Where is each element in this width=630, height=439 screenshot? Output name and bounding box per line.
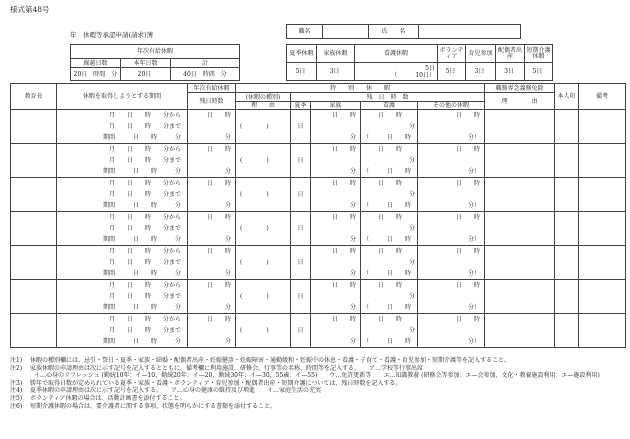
note-text: 短期介護休暇の場合は、要介護者に関する事項、状態を明らかにする書類を添付すること。 [30,402,277,410]
minute-text: 分 [349,236,356,243]
year-header: 本年日数 [121,59,171,68]
day-hour-text: 日 時 [455,316,480,323]
day-hour-text: 日 時 [455,282,480,289]
period-to: 月 日 時 分まで [108,293,181,300]
period-duration: 期間 日 時 分 [102,236,181,243]
kind-reason-cell[interactable] [236,246,291,280]
period-to: 月 日 時 分まで [108,259,181,266]
minute-text: 分 [408,259,415,266]
period-duration: 期間 日 時 分 [102,304,181,311]
period-duration: 期間 日 時 分 [102,270,181,277]
day-hour-text: 日 時 [377,112,402,119]
day-hour-text: 日 時 [206,248,231,255]
remaining-header: 残日時数 [188,93,236,110]
carry-header: 繰越日数 [71,59,121,68]
family-cell[interactable] [311,280,361,314]
remarks-header: 備考 [579,84,626,110]
summer-cell[interactable] [291,246,311,280]
nursing-cell[interactable] [361,212,418,246]
day-hour-text: 日 時 [455,248,480,255]
other-cell[interactable] [418,144,485,178]
note-label: 注1) [10,357,23,364]
period-from: 月 日 時 分から [108,248,181,255]
childcare-header: 育児参加 [466,45,496,63]
nursing-cell[interactable] [361,314,418,348]
nursing-cell[interactable] [361,144,418,178]
nursing-cell[interactable] [361,178,418,212]
family-cell[interactable] [311,144,361,178]
year-value[interactable]: 20日 [121,68,171,81]
minute-text: 分 [349,168,356,175]
minute-paren-text: 分） [467,236,480,243]
special-summary-table [286,44,553,81]
table-row [11,246,626,280]
duty-exempt-cell[interactable] [485,246,555,280]
day-hour-text: 日 時 [455,146,480,153]
seal-cell[interactable] [555,110,579,144]
day-text: 日 [297,157,304,164]
note-label: 注2) [10,364,23,372]
minute-paren-text: 分） [467,270,480,277]
kind-reason-cell[interactable] [236,212,291,246]
period-from: 月 日 時 分から [108,282,181,289]
childcare-value[interactable]: 3日 [466,63,496,81]
other-cell[interactable] [418,280,485,314]
period-from: 月 日 時 分から [108,214,181,221]
day-hour-text: 日 時 [331,316,356,323]
remarks-cell[interactable] [579,178,626,212]
principal-header: 教育長 [11,84,57,110]
minute-text: 分 [349,134,356,141]
duty-exempt-cell[interactable] [485,144,555,178]
family-cell[interactable] [311,212,361,246]
minute-text: 分 [408,123,415,130]
seal-cell[interactable] [555,246,579,280]
nenkyu-remaining-cell[interactable] [188,212,236,246]
nursing-value[interactable]: 5日 [425,64,435,72]
nursing-cell[interactable] [361,246,418,280]
period-cell[interactable] [57,212,188,246]
note-text: 休暇の種別欄には、忌引・祭日・夏季・家族・結婚・配偶者出産・妊娠健診・妊娠障害・通勤緩和・妊娠中の休息・看護・子育て・看護・育児参加・短期介護等を記入すること。 [30,357,511,364]
form-number: 様式第48号 [10,5,50,14]
period-cell[interactable] [57,246,188,280]
table-row [11,178,626,212]
day-hour-text: 日 時 [377,146,402,153]
day-hour-text: 日 時 [206,214,231,221]
duty-exempt-cell[interactable] [485,178,555,212]
kind-reason-cell[interactable] [236,314,291,348]
table-row [11,280,626,314]
table-row [11,212,626,246]
period-cell[interactable] [57,280,188,314]
note-item [10,372,625,380]
note-label: 注3) [10,379,23,387]
note-text: 勝年で取得日数が定められている夏季・家族・看護・ボランティア・育児参加・配偶者出産・短期介護については、残日時数を記入する。 [30,379,402,387]
minute-paren-text: 分） [467,304,480,311]
minute-text: 分 [224,168,231,175]
nursing-value-2[interactable]: （ 10日） [391,71,435,79]
family-cell[interactable] [311,246,361,280]
duty-exempt-header: 職務専念義務免除 [485,84,555,93]
period-duration: 期間 日 時 分 [102,168,181,175]
day-hour-text: 日 時 [455,180,480,187]
volunteer-header: ボランティア [438,45,466,63]
nenkyu-remaining-cell[interactable] [188,110,236,144]
minute-text: 分 [349,270,356,277]
nenkyu-summary-table [70,44,240,81]
remarks-cell[interactable] [579,246,626,280]
day-hour-text: 日 時 [455,112,480,119]
seal-cell[interactable] [555,212,579,246]
minute-paren-text: 分） [467,338,480,345]
other-cell[interactable] [418,314,485,348]
summer-col-header: 夏季 [291,102,311,110]
nenkyu-remaining-cell[interactable] [188,178,236,212]
spouse-birth-value[interactable]: 3日 [496,63,525,81]
duty-exempt-cell[interactable] [485,110,555,144]
day-hour-text: 日 時 [331,146,356,153]
note-item [10,403,625,411]
summer-cell[interactable] [291,314,311,348]
short-care-header: 短期介護休暇 [525,45,553,63]
nenkyu-remaining-cell[interactable] [188,314,236,348]
minute-text: 分 [408,327,415,334]
nursing-col-header: 看護 [361,102,418,110]
nenkyu-remaining-cell[interactable] [188,144,236,178]
note-text: 夏季休暇の申請理由は次に示す記号を記入する。 ア…心身の健康の維持及び増進 イ…家庭生活の充実 [30,387,322,395]
nursing-paren-day-hour: （ 日 時 [363,270,412,277]
duty-exempt-cell[interactable] [485,280,555,314]
family-cell[interactable] [311,314,361,348]
seal-cell[interactable] [555,280,579,314]
minute-text: 分 [408,157,415,164]
note-label: 注4) [10,387,23,395]
note-text: ボランティア休暇の場合は、活動計画書を添付すること。 [30,394,186,402]
seal-cell[interactable] [555,144,579,178]
day-hour-text: 日 時 [206,146,231,153]
note-item [10,387,625,395]
period-duration: 期間 日 時 分 [102,202,181,209]
volunteer-value[interactable]: 5日 [438,63,466,81]
other-cell[interactable] [418,246,485,280]
minute-text: 分 [408,191,415,198]
minute-text: 分 [349,202,356,209]
nursing-cell[interactable] [361,280,418,314]
note-text: 家族休暇の申請理由は次に示す記号を記入するとともに、備考欄に利用施設、研修会、行事等の名称、時間等を記入する。 ア…学校等行事出席 [30,364,424,372]
kind-paren: ( ) [240,327,269,334]
note-item [10,395,625,403]
seal-cell[interactable] [555,178,579,212]
name-field[interactable] [419,25,521,39]
note-label [10,372,30,380]
period-to: 月 日 時 分まで [108,225,181,232]
summer-header: 夏季休暇 [287,45,317,63]
kind-paren: ( ) [240,157,269,164]
kind-reason-cell[interactable] [236,144,291,178]
seal-cell[interactable] [555,314,579,348]
day-text: 日 [297,191,304,198]
principal-cell[interactable] [11,246,57,280]
period-cell[interactable] [57,314,188,348]
remarks-cell[interactable] [579,280,626,314]
minute-text: 分 [349,338,356,345]
note-label: 注5) [10,394,23,402]
principal-cell[interactable] [11,178,57,212]
duty-reason-header: 理 由 [485,93,555,110]
period-duration: 期間 日 時 分 [102,134,181,141]
minute-text: 分 [224,338,231,345]
nursing-paren-day-hour: （ 日 時 [363,168,412,175]
family-header: 家族休暇 [317,45,355,63]
note-item [10,357,625,365]
day-hour-text: 日 時 [331,282,356,289]
summer-value[interactable]: 5日 [287,63,317,81]
period-to: 月 日 時 分まで [108,157,181,164]
name-label: 氏 名 [369,25,419,39]
nursing-paren-day-hour: （ 日 時 [363,304,412,311]
period-cell[interactable] [57,144,188,178]
nenkyu-remaining-cell[interactable] [188,246,236,280]
day-text: 日 [297,327,304,334]
other-col-header: その他の休暇 [418,102,485,110]
family-col-header: 家族 [311,102,361,110]
day-hour-text: 日 時 [455,214,480,221]
nursing-paren-day-hour: （ 日 時 [363,202,412,209]
period-from: 月 日 時 分から [108,180,181,187]
day-text: 日 [297,259,304,266]
day-hour-text: 日 時 [331,180,356,187]
summer-cell[interactable] [291,110,311,144]
day-hour-text: 日 時 [206,180,231,187]
notes-section [10,357,625,410]
post-name-box [286,24,521,39]
kind-reason-cell[interactable] [236,178,291,212]
period-to: 月 日 時 分まで [108,327,181,334]
table-row [11,110,626,144]
kind-reason-cell[interactable] [236,280,291,314]
period-from: 月 日 時 分から [108,146,181,153]
kind-paren: ( ) [240,293,269,300]
family-cell[interactable] [311,110,361,144]
kind-paren: ( ) [240,191,269,198]
day-text: 日 [297,225,304,232]
minute-paren-text: 分） [467,134,480,141]
remarks-cell[interactable] [579,110,626,144]
tokubetsu-header: 特 別 休 暇 [236,84,485,93]
day-hour-text: 日 時 [377,214,402,221]
day-hour-text: 日 時 [331,248,356,255]
spouse-birth-header: 配偶者出産 [496,45,525,63]
duty-exempt-cell[interactable] [485,314,555,348]
minute-text: 分 [349,304,356,311]
duty-exempt-cell[interactable] [485,212,555,246]
minute-text: 分 [224,270,231,277]
remaining-days-header: 残 日 時 数 [291,93,485,102]
nursing-paren-day-hour: （ 日 時 [363,338,412,345]
summer-cell[interactable] [291,178,311,212]
nenkyu-remaining-cell[interactable] [188,280,236,314]
remarks-cell[interactable] [579,144,626,178]
period-to: 月 日 時 分まで [108,123,181,130]
post-label: 職名 [287,25,323,39]
period-from: 月 日 時 分から [108,316,181,323]
day-hour-text: 日 時 [206,112,231,119]
summer-cell[interactable] [291,144,311,178]
principal-cell[interactable] [11,144,57,178]
minute-text: 分 [408,225,415,232]
summer-cell[interactable] [291,280,311,314]
kind-paren: ( ) [240,123,269,130]
total-header: 計 [171,59,240,68]
minute-text: 分 [408,293,415,300]
reason-header: 理 由 [236,102,291,110]
remarks-cell[interactable] [579,212,626,246]
other-cell[interactable] [418,212,485,246]
period-duration: 期間 日 時 分 [102,338,181,345]
nursing-paren-day-hour: （ 日 時 [363,134,412,141]
minute-paren-text: 分） [467,168,480,175]
day-hour-text: 日 時 [377,316,402,323]
summer-cell[interactable] [291,212,311,246]
kind-reason-cell[interactable] [236,110,291,144]
period-header: 休暇を取得しようとする期間 [57,84,188,110]
day-hour-text: 日 時 [206,282,231,289]
day-hour-text: 日 時 [377,248,402,255]
minute-text: 分 [224,134,231,141]
kind-header: (休暇の種別) [236,93,291,102]
period-from: 月 日 時 分から [108,112,181,119]
period-to: 月 日 時 分まで [108,191,181,198]
minute-text: 分 [224,236,231,243]
family-value[interactable]: 3日 [317,63,355,81]
day-hour-text: 日 時 [377,180,402,187]
period-cell[interactable] [57,110,188,144]
note-label: 注6) [10,402,23,410]
day-text: 日 [297,293,304,300]
seal-header: 本人印 [555,84,579,110]
kind-paren: ( ) [240,259,269,266]
nursing-cell[interactable] [361,110,418,144]
principal-cell[interactable] [11,314,57,348]
note-text: イ…心身のリフレッシュ (勤続10年：イ—10、勤続20年：イ—20、勤続30年：イ—30、55歳：イ—55) ウ…免許更新等 エ…知識教養 (研修会等参加：エ—会参加、文化・教養施設利用：エ—施設利用) [34,372,600,380]
minute-paren-text: 分） [467,202,480,209]
day-hour-text: 日 時 [331,214,356,221]
nursing-paren-day-hour: （ 日 時 [363,236,412,243]
nursing-header: 看護休暇 [355,45,438,63]
principal-cell[interactable] [11,280,57,314]
application-table [10,83,626,348]
table-row [11,314,626,348]
period-cell[interactable] [57,178,188,212]
post-field[interactable] [323,25,369,39]
other-cell[interactable] [418,178,485,212]
minute-text: 分 [224,304,231,311]
nenkyu-header: 年次有給休暇 [188,84,236,93]
short-care-value[interactable]: 5日 [525,63,553,81]
day-hour-text: 日 時 [331,112,356,119]
total-value[interactable]: 40日 時間 分 [171,68,240,81]
family-cell[interactable] [311,178,361,212]
carry-value[interactable]: 20日 時間 分 [71,68,121,81]
form-title: 年 休暇等承認申請(請求)簿 [70,31,154,39]
nenkyu-summary-header: 年次有給休暇 [71,45,240,59]
day-hour-text: 日 時 [377,282,402,289]
principal-cell[interactable] [11,212,57,246]
kind-paren: ( ) [240,225,269,232]
day-hour-text: 日 時 [206,316,231,323]
other-cell[interactable] [418,110,485,144]
minute-text: 分 [224,202,231,209]
remarks-cell[interactable] [579,314,626,348]
day-text: 日 [297,123,304,130]
table-row [11,144,626,178]
principal-cell[interactable] [11,110,57,144]
